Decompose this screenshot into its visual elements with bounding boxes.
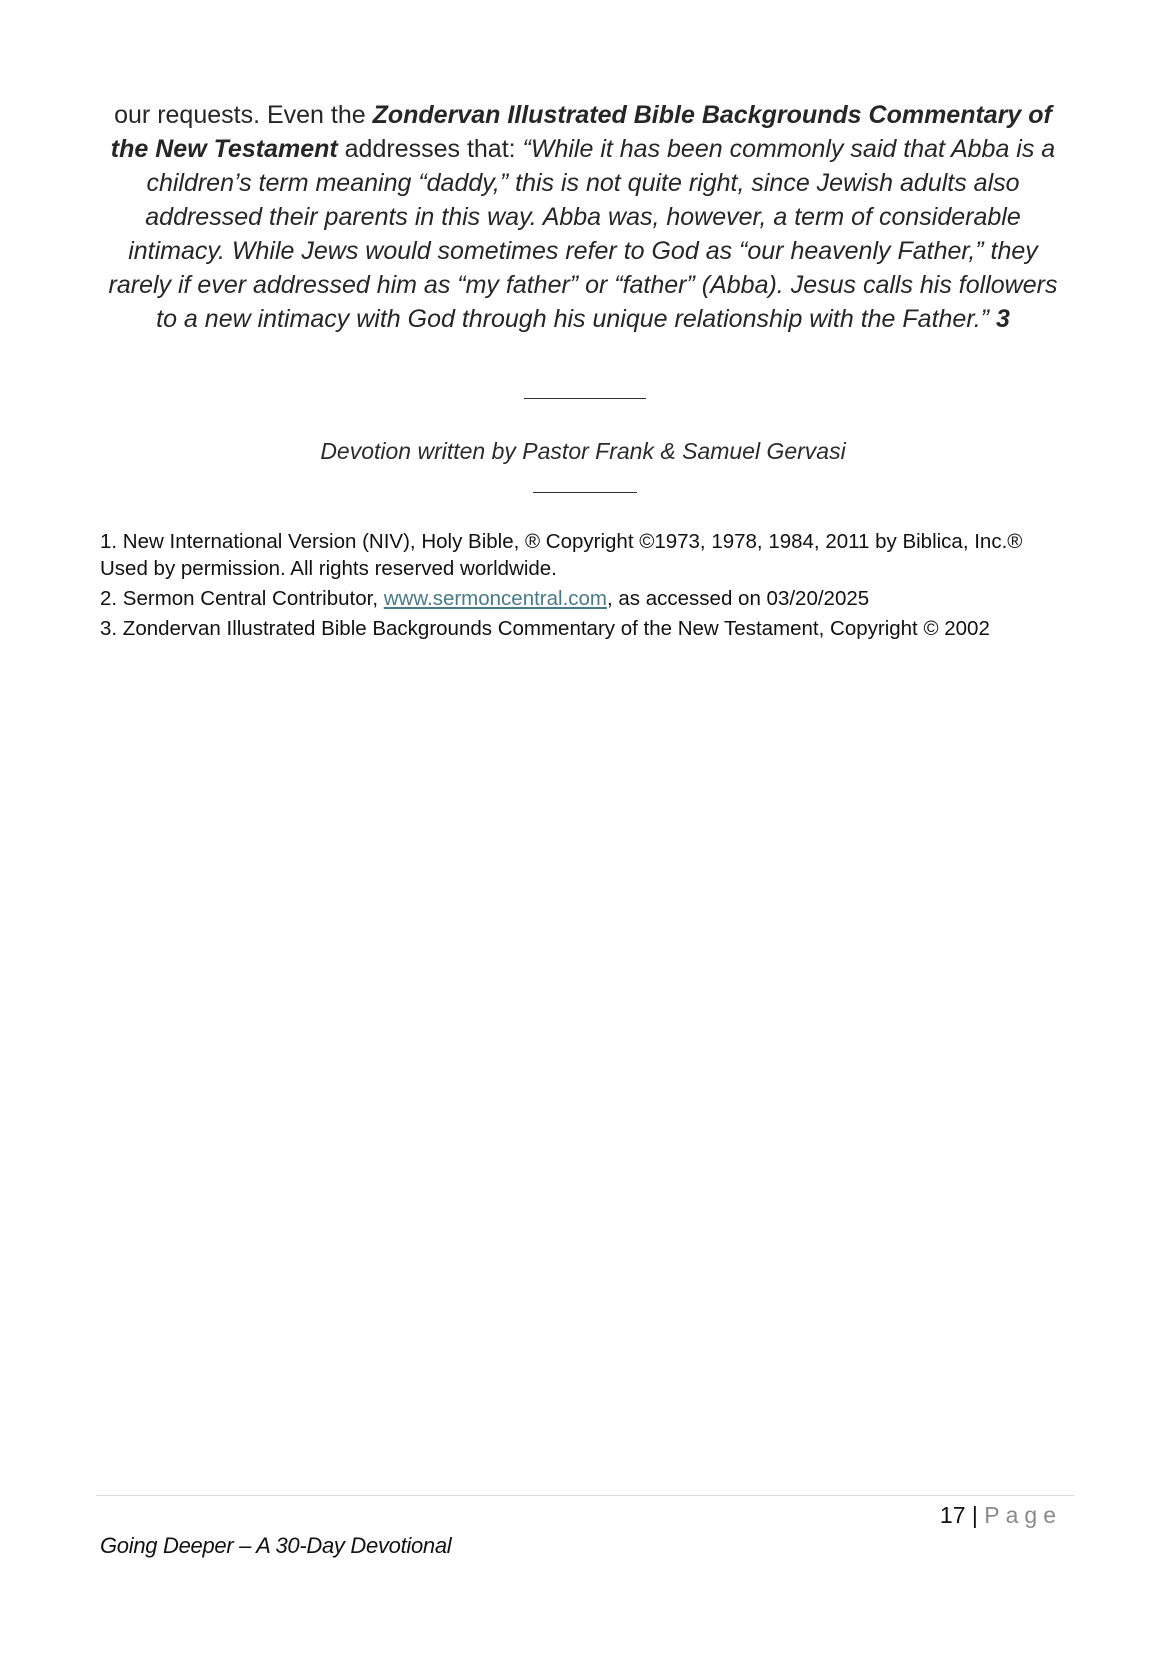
footnote-2-prefix: 2. Sermon Central Contributor, <box>100 587 384 610</box>
page-word: Page <box>984 1502 1062 1528</box>
page-separator: | <box>965 1502 985 1528</box>
book-title: Zondervan Illustrated Bible Backgrounds Commentary of the New Testament <box>110 101 1052 163</box>
page-number-label <box>940 1500 1062 1530</box>
divider-line-top <box>524 398 646 399</box>
footer-book-title: Going Deeper – A 30-Day Devotional <box>100 1533 452 1558</box>
footnotes-section <box>100 528 1070 645</box>
paragraph-connector-text: addresses that: <box>337 135 523 163</box>
footnote-reference: 3 <box>989 305 1010 333</box>
divider-line-bottom <box>533 492 637 493</box>
footnote-3: 3. Zondervan Illustrated Bible Backgrounds Commentary of the New Testament, Copyright © 2002 <box>100 617 990 640</box>
commentary-quote: “While it has been commonly said that Abba is a children’s term meaning “daddy,” this is not quite right, since Jewish adults also addressed their parents in this way. Abba was, however, a term of considerable intimacy. While Jews would sometimes refer to God as “our heavenly Father,” they rarely if ever addressed him as “my father” or “father” (Abba). Jesus calls his followers to a new intimacy with God through his unique relationship with the Father.” <box>108 135 1058 333</box>
body-paragraph <box>96 98 1070 336</box>
footer-divider <box>96 1495 1074 1496</box>
footnote-2-suffix: , as accessed on 03/20/2025 <box>607 587 870 610</box>
footnote-2 <box>100 585 1070 612</box>
page-number: 17 <box>939 1502 966 1528</box>
footnote-1: 1. New International Version (NIV), Holy Bible, ® Copyright ©1973, 1978, 1984, 2011 by Biblica, Inc.® Used by permission. All rights reserved worldwide. <box>100 530 1023 580</box>
paragraph-lead-text: our requests. Even the <box>114 101 373 129</box>
author-byline: Devotion written by Pastor Frank & Samuel Gervasi <box>320 438 846 464</box>
sermoncentral-link[interactable]: www.sermoncentral.com <box>383 587 608 610</box>
